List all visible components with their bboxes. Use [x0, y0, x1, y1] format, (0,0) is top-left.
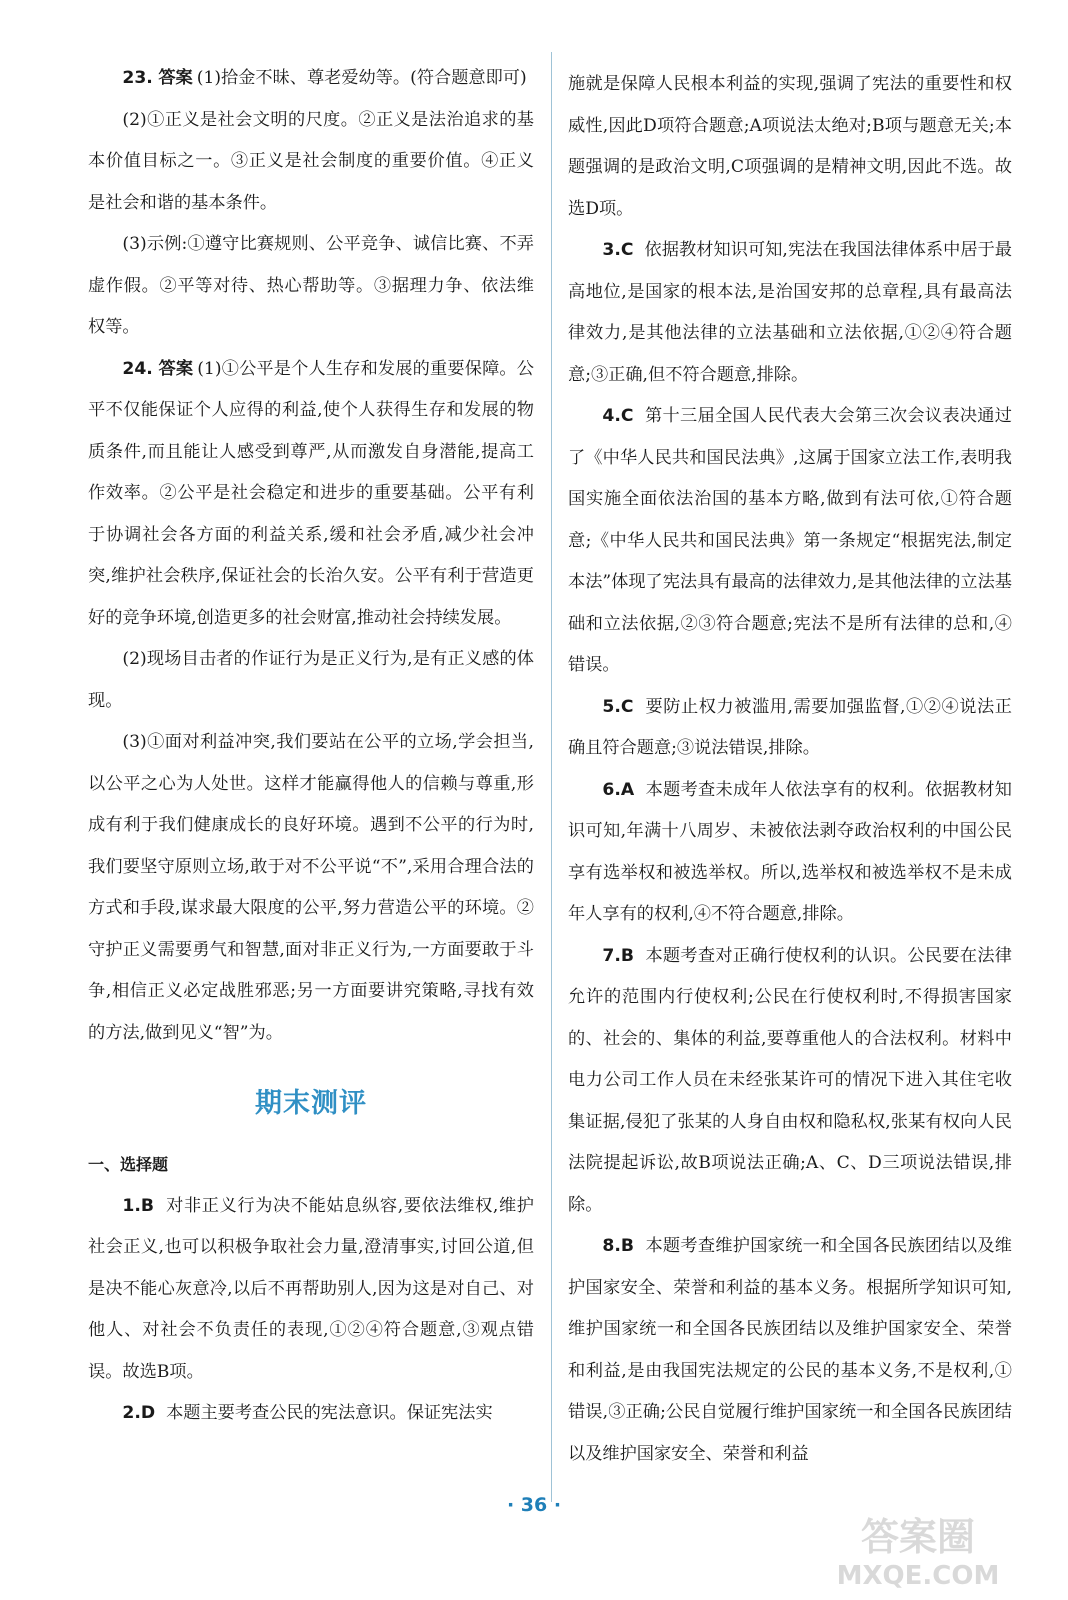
- watermark-line2: MXQE.COM: [836, 1561, 1000, 1591]
- column-divider: [551, 52, 552, 1502]
- answer-3-number: 3.C: [602, 240, 634, 260]
- answer-2-start-text: 本题主要考查公民的宪法意识。保证宪法实: [166, 1403, 493, 1423]
- answer-6-number: 6.A: [602, 779, 635, 800]
- answer-4: [568, 396, 1012, 687]
- watermark-line1: 答案圈: [860, 1515, 976, 1559]
- q24-answer-label: 答案: [158, 358, 194, 379]
- answer-7-number: 7.B: [602, 945, 634, 966]
- answer-3: [568, 230, 1012, 396]
- section-title: 期末测评: [255, 1088, 367, 1119]
- answer-8-text: 本题考查维护国家统一和全国各民族团结以及维护国家安全、荣誉和利益的基本义务。根据所学知识可知,维护国家统一和全国各民族团结以及维护国家安全、荣誉和利益,是由我国宪法规定的公民的基本义务,不是权利,①错误,③正确;公民自觉履行维护国家统一和全国各民族团结以及维护国家安全、荣誉和利益: [568, 1236, 1012, 1464]
- q24-part3: (3)①面对利益冲突,我们要站在公平的立场,学会担当,以公平之心为人处世。这样才能赢得他人的信赖与尊重,形成有利于我们健康成长的良好环境。遇到不公平的行为时,我们要坚守原则立场,敢于对不公平说“不”,采用合理合法的方式和手段,谋求最大限度的公平,努力营造公平的环境。②守护正义需要勇气和智慧,面对非正义行为,一方面要敢于斗争,相信正义必定战胜邪恶;另一方面要讲究策略,寻找有效的方法,做到见义“智”为。: [88, 732, 534, 1043]
- answer-8: [568, 1226, 1012, 1475]
- q23-part1-text: (1)拾金不昧、尊老爱幼等。(符合题意即可): [196, 68, 527, 88]
- answer-6: [568, 770, 1012, 936]
- q24-part1: [88, 349, 534, 640]
- q23-part2: (2)①正义是社会文明的尺度。②正义是法治追求的基本价值目标之一。③正义是社会制度的重要价值。④正义是社会和谐的基本条件。: [88, 109, 534, 213]
- answer-2-start: [88, 1393, 534, 1435]
- answer-4-number: 4.C: [602, 406, 634, 426]
- left-column: [88, 58, 534, 1435]
- watermark-logo: [798, 1506, 1038, 1592]
- answer-1-number: 1.B: [122, 1195, 154, 1216]
- answer-5: [568, 687, 1012, 770]
- right-column: [568, 64, 1012, 1475]
- q23-part3: (3)示例:①遵守比赛规则、公平竞争、诚信比赛、不弄虚作假。②平等对待、热心帮助等。③据理力争、依法维权等。: [88, 234, 534, 337]
- answer-4-text: 第十三届全国人民代表大会第三次会议表决通过了《中华人民共和国民法典》,这属于国家立法工作,表明我国实施全面依法治国的基本方略,做到有法可依,①符合题意;《中华人民共和国民法典》第一条规定“根据宪法,制定本法”体现了宪法具有最高的法律效力,是其他法律的立法基础和立法依据,②③符合题意;宪法不是所有法律的总和,④错误。: [568, 406, 1012, 675]
- q24-part1-text: (1)①公平是个人生存和发展的重要保障。公平不仅能保证个人应得的利益,使个人获得生存和发展的物质条件,而且能让人感受到尊严,从而激发自身潜能,提高工作效率。②公平是社会稳定和进步的重要基础。公平有利于协调社会各方面的利益关系,缓和社会矛盾,减少社会冲突,维护社会秩序,保证社会的长治久安。公平有利于营造更好的竞争环境,创造更多的社会财富,推动社会持续发展。: [88, 358, 534, 628]
- answer-3-text: 依据教材知识可知,宪法在我国法律体系中居于最高地位,是国家的根本法,是治国安邦的总章程,具有最高法律效力,是其他法律的立法基础和立法依据,①②④符合题意;③正确,但不符合题意,排除。: [568, 240, 1012, 385]
- answer-8-number: 8.B: [602, 1236, 634, 1256]
- q23-number: 23.: [122, 68, 153, 88]
- q24-part2: (2)现场目击者的作证行为是正义行为,是有正义感的体现。: [88, 649, 534, 711]
- answer-2-number: 2.D: [122, 1403, 156, 1423]
- section-subhead: 一、选择题: [88, 1155, 169, 1174]
- answer-1: [88, 1186, 534, 1394]
- q23-answer-label: 答案: [158, 68, 193, 88]
- answer-5-number: 5.C: [602, 696, 634, 717]
- answer-6-text: 本题考查未成年人依法享有的权利。依据教材知识可知,年满十八周岁、未被依法剥夺政治权利的中国公民享有选举权和被选举权。所以,选举权和被选举权不是未成年人享有的权利,④不符合题意,排除。: [568, 779, 1012, 924]
- answer-7-text: 本题考查对正确行使权利的认识。公民要在法律允许的范围内行使权利;公民在行使权利时,不得损害国家的、社会的、集体的利益,要尊重他人的合法权利。材料中电力公司工作人员在未经张某许可的情况下进入其住宅收集证据,侵犯了张某的人身自由权和隐私权,张某有权向人民法院提起诉讼,故B项说法正确;A、C、D三项说法错误,排除。: [568, 945, 1012, 1215]
- answer-1-text: 对非正义行为决不能姑息纵容,要依法维权,维护社会正义,也可以积极争取社会力量,澄清事实,讨回公道,但是决不能心灰意冷,以后不再帮助别人,因为这是对自己、对他人、对社会不负责任的表现,①②④符合题意,③观点错误。故选B项。: [88, 1195, 534, 1382]
- answer-2-continued: 施就是保障人民根本利益的实现,强调了宪法的重要性和权威性,因此D项符合题意;A项说法太绝对;B项与题意无关;本题强调的是政治文明,C项强调的是精神文明,因此不选。故选D项。: [568, 74, 1012, 219]
- q24-number: 24.: [122, 358, 153, 379]
- page-number: · 36 ·: [506, 1494, 562, 1516]
- q23-part1: [88, 58, 534, 100]
- answer-5-text: 要防止权力被滥用,需要加强监督,①②④说法正确且符合题意;③说法错误,排除。: [568, 696, 1012, 758]
- answer-7: [568, 936, 1012, 1227]
